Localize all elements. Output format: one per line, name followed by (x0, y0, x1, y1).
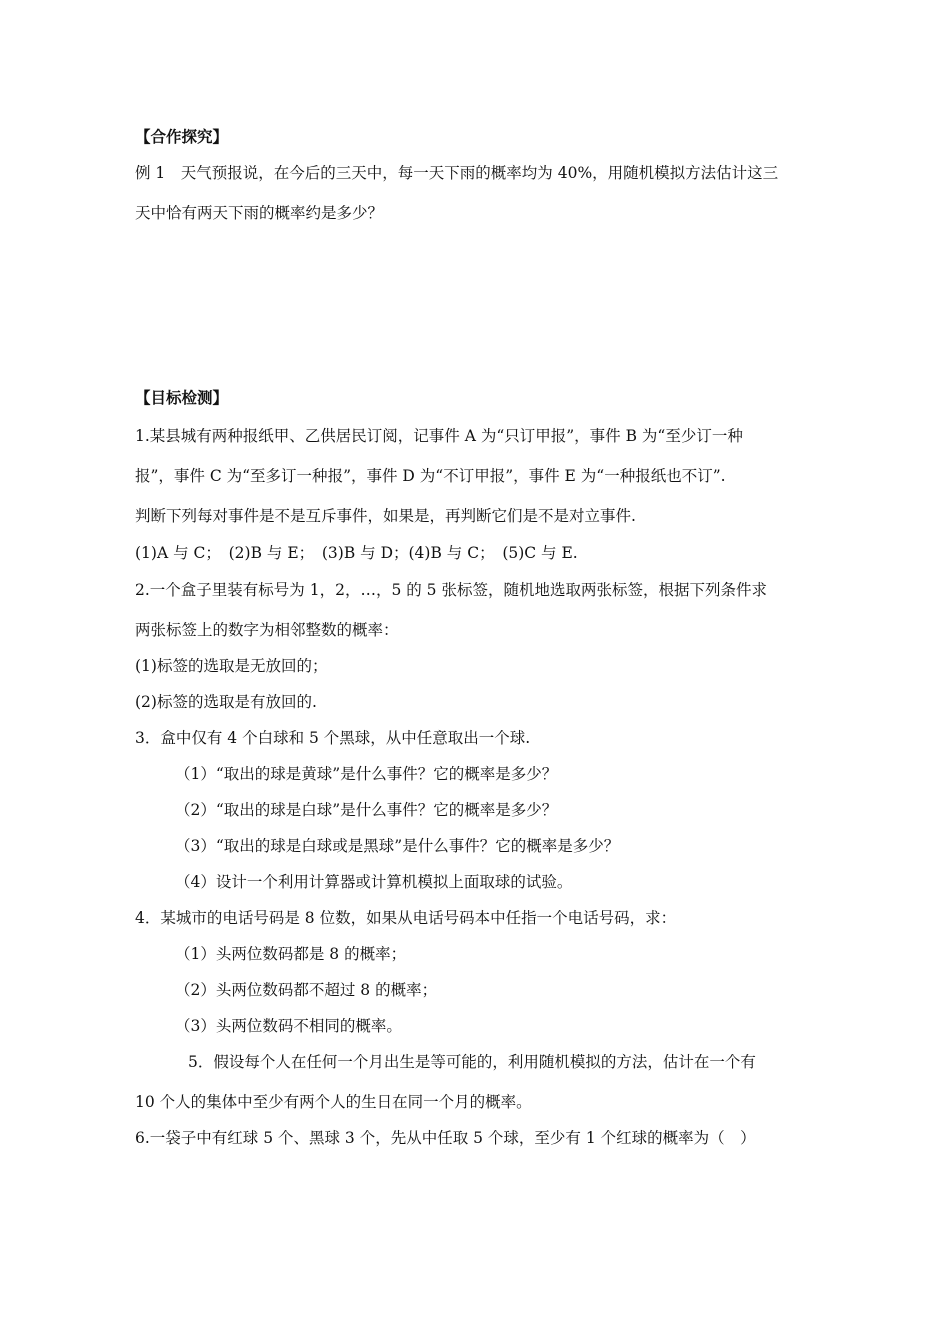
q2-line1: 2.一个盒子里装有标号为 1，2，…，5 的 5 张标签，随机地选取两张标签，根据下列条件求 (135, 581, 767, 599)
q3-line1: 3．盒中仅有 4 个白球和 5 个黑球，从中任意取出一个球. (135, 729, 531, 747)
q1-line1: 1.某县城有两种报纸甲、乙供居民订阅，记事件 A 为“只订甲报”，事件 B 为“至少订一种 (135, 427, 743, 445)
q4-sub3: （3）头两位数码不相同的概率。 (175, 1017, 402, 1035)
q5-line1: 5．假设每个人在任何一个月出生是等可能的，利用随机模拟的方法，估计在一个有 (188, 1053, 756, 1071)
q1-line4: (1)A 与 C； (2)B 与 E； (3)B 与 D；(4)B 与 C； (5)C 与 E. (135, 544, 578, 562)
q3-sub4: （4）设计一个利用计算器或计算机模拟上面取球的试验。 (175, 873, 573, 891)
q2-line3: (1)标签的选取是无放回的； (135, 657, 328, 675)
q4-line1: 4．某城市的电话号码是 8 位数，如果从电话号码本中任指一个电话号码，求： (135, 909, 677, 927)
q3-sub1: （1）“取出的球是黄球”是什么事件？它的概率是多少？ (175, 765, 558, 783)
q4-sub2: （2）头两位数码都不超过 8 的概率； (175, 981, 438, 999)
q2-line2: 两张标签上的数字为相邻整数的概率： (135, 621, 399, 639)
q6-line1: 6.一袋子中有红球 5 个、黑球 3 个，先从中任取 5 个球，至少有 1 个红球的概率为（ ） (135, 1129, 756, 1147)
heading-target-check: 【目标检测】 (135, 389, 229, 407)
q4-sub1: （1）头两位数码都是 8 的概率； (175, 945, 407, 963)
q1-line3: 判断下列每对事件是不是互斥事件，如果是，再判断它们是不是对立事件. (135, 507, 636, 525)
example1-line2: 天中恰有两天下雨的概率约是多少？ (135, 204, 384, 222)
q1-line2: 报”，事件 C 为“至多订一种报”，事件 D 为“不订甲报”，事件 E 为“一种报纸也不订”. (135, 467, 726, 485)
q3-sub3: （3）“取出的球是白球或是黑球”是什么事件？它的概率是多少？ (175, 837, 620, 855)
q5-line2: 10 个人的集体中至少有两个人的生日在同一个月的概率。 (135, 1093, 532, 1111)
q3-sub2: （2）“取出的球是白球”是什么事件？它的概率是多少？ (175, 801, 558, 819)
example1-line1: 例 1 天气预报说，在今后的三天中，每一天下雨的概率均为 40%，用随机模拟方法估计这三 (135, 164, 779, 182)
q2-line4: (2)标签的选取是有放回的. (135, 693, 317, 711)
heading-cooperative-exploration: 【合作探究】 (135, 128, 229, 146)
